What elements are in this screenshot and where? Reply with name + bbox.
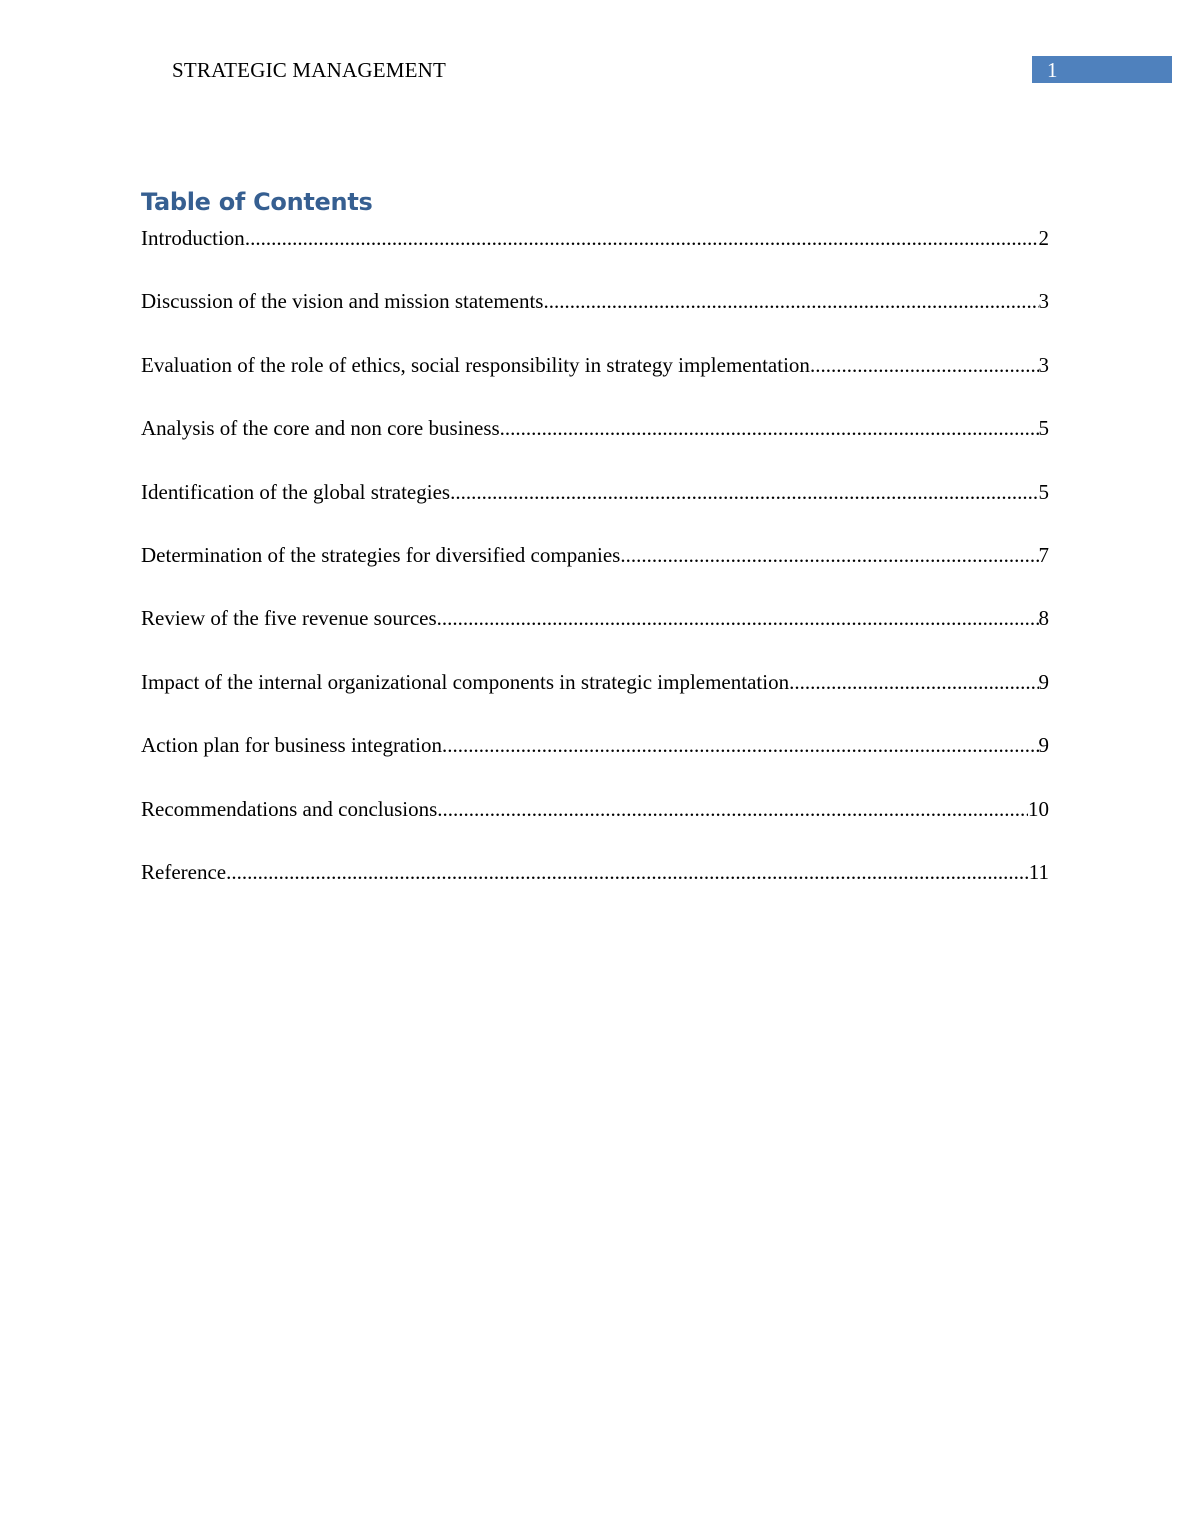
toc-entry-page: 2 bbox=[1038, 226, 1049, 250]
toc-entry-ethics[interactable] bbox=[141, 351, 1049, 414]
toc-entry-title: Discussion of the vision and mission statements bbox=[141, 289, 544, 314]
toc-entry-page: 10 bbox=[1028, 796, 1049, 821]
toc-dot-leader bbox=[437, 604, 1039, 632]
toc-dot-leader bbox=[245, 224, 1039, 252]
toc-entry-global-strategies[interactable] bbox=[141, 478, 1049, 541]
toc-dot-leader bbox=[789, 668, 1038, 696]
page-number-badge bbox=[1032, 56, 1172, 83]
toc-dot-leader bbox=[450, 478, 1038, 506]
table-of-contents bbox=[141, 224, 1049, 921]
toc-entry-title: Determination of the strategies for diversified companies bbox=[141, 542, 621, 567]
toc-dot-leader bbox=[226, 858, 1029, 886]
toc-entry-page: 9 bbox=[1038, 733, 1049, 758]
toc-entry-revenue-sources[interactable] bbox=[141, 604, 1049, 667]
toc-entry-page: 3 bbox=[1038, 289, 1049, 314]
toc-entry-core-business[interactable] bbox=[141, 414, 1049, 477]
toc-entry-page: 11 bbox=[1028, 859, 1049, 884]
toc-entry-page: 5 bbox=[1038, 479, 1049, 504]
toc-dot-leader bbox=[437, 795, 1028, 823]
toc-entry-vision-mission[interactable] bbox=[141, 287, 1049, 350]
toc-entry-title: Introduction bbox=[141, 226, 245, 250]
toc-entry-introduction[interactable] bbox=[141, 224, 1049, 287]
toc-entry-title: Recommendations and conclusions bbox=[141, 796, 438, 821]
toc-dot-leader bbox=[442, 731, 1039, 759]
toc-dot-leader bbox=[543, 287, 1038, 315]
toc-entry-title: Impact of the internal organizational components in strategic implementation bbox=[141, 669, 790, 694]
toc-entry-title: Action plan for business integration bbox=[141, 733, 442, 758]
toc-entry-title: Analysis of the core and non core business bbox=[141, 416, 500, 441]
toc-entry-reference[interactable] bbox=[141, 858, 1049, 921]
toc-entry-page: 9 bbox=[1038, 669, 1049, 694]
toc-entry-diversified-companies[interactable] bbox=[141, 541, 1049, 604]
toc-entry-title: Review of the five revenue sources bbox=[141, 606, 437, 631]
toc-entry-page: 7 bbox=[1038, 542, 1049, 567]
toc-dot-leader bbox=[500, 414, 1039, 442]
toc-entry-title: Identification of the global strategies bbox=[141, 479, 451, 504]
running-header-title: STRATEGIC MANAGEMENT bbox=[172, 58, 447, 82]
toc-dot-leader bbox=[810, 351, 1039, 379]
toc-entry-title: Evaluation of the role of ethics, social responsibility in strategy implementation bbox=[141, 352, 810, 377]
toc-entry-page: 3 bbox=[1038, 352, 1049, 377]
toc-entry-page: 5 bbox=[1038, 416, 1049, 441]
toc-entry-page: 8 bbox=[1038, 606, 1049, 631]
toc-entry-action-plan[interactable] bbox=[141, 731, 1049, 794]
toc-entry-title: Reference bbox=[141, 859, 227, 884]
toc-dot-leader bbox=[620, 541, 1038, 569]
page-number: 1 bbox=[1047, 58, 1058, 82]
toc-heading: Table of Contents bbox=[141, 188, 373, 216]
toc-entry-recommendations[interactable] bbox=[141, 795, 1049, 858]
toc-entry-internal-components[interactable] bbox=[141, 668, 1049, 731]
